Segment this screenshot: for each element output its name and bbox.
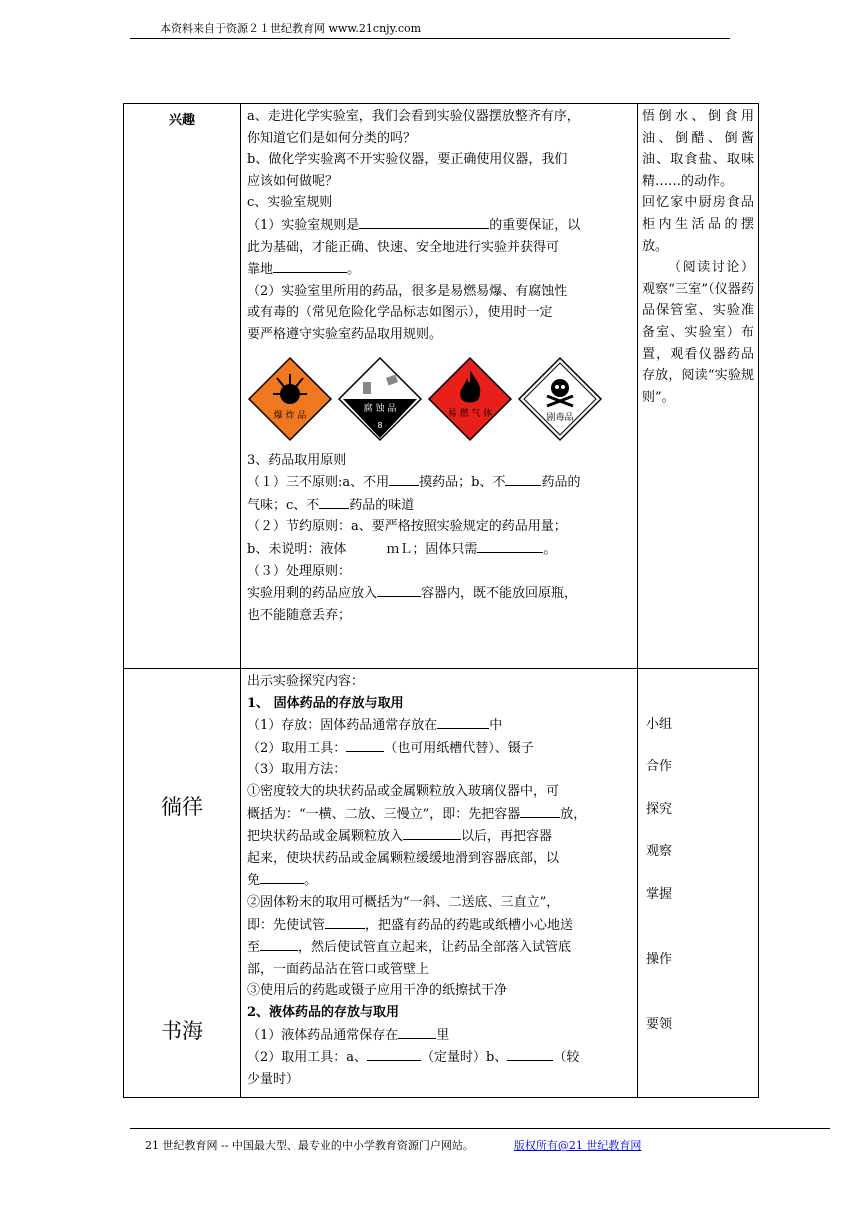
content-cell (241, 104, 638, 669)
explosive-sign-icon (247, 356, 333, 442)
section-heading: 1、 固体药品的存放与取用 (247, 695, 404, 711)
blank (505, 471, 541, 486)
sign-label: 易 燃 气 体 (447, 408, 493, 419)
activity-item: 观察 (646, 844, 673, 860)
text-line: 少量时） (247, 1071, 300, 1087)
copyright-link[interactable]: 版权所有@21 世纪教育网 (513, 1139, 642, 1152)
content-cell (241, 669, 638, 1098)
text-line: 出示实验探究内容： (247, 674, 365, 689)
page-footer (145, 1137, 641, 1153)
text-line: 3、药品取用原则 (247, 452, 347, 468)
lesson-table (123, 103, 759, 1098)
text-line: （1）存放：固体药品通常存放在 中 (247, 714, 631, 737)
text-line: ②固体粉末的取用可概括为“一斜、二送底、三直立”， (247, 894, 560, 910)
blank (260, 869, 304, 884)
footer-divider (130, 1128, 830, 1129)
text-line: 或有毒的（常见危险化学品标志如图示），使用时一定 (247, 305, 553, 321)
table-row (124, 104, 759, 669)
text-line: （３）处理原则： (247, 563, 352, 579)
text-line: （2）取用工具：a、 （定量时）b、 （较 (247, 1046, 631, 1069)
blank (346, 737, 384, 752)
blank (437, 714, 489, 729)
blank (325, 914, 365, 929)
text-line: b、做化学实验离不开实验仪器，要正确使用仪器，我们 (247, 152, 568, 168)
activity-text: 回忆家中厨房食品柜内生活品的摆放。 (642, 195, 754, 254)
text-line: （１）三不原则:a、不用 摸药品；b、不 药品的 (247, 471, 631, 494)
hazard-signs (247, 356, 631, 444)
text-line: 应该如何做呢？ (247, 173, 339, 189)
text-line: 气味；c、不 药品的味道 (247, 494, 631, 517)
blank (477, 538, 543, 553)
blank (367, 1046, 421, 1061)
flammable-gas-sign-icon (427, 356, 513, 442)
text-line: （2）取用工具： （也可用纸槽代替）、镊子 (247, 737, 631, 760)
toxic-sign-icon (517, 356, 603, 442)
text-line: 你知道它们是如何分类的吗？ (247, 130, 417, 146)
activity-item: 操作 (646, 951, 673, 967)
blank (319, 494, 349, 509)
corrosive-sign-icon (337, 356, 423, 442)
text-line: 也不能随意丢弃； (247, 607, 352, 623)
activity-item: 要领 (646, 1016, 673, 1032)
text-line: c、实验室规则 (247, 195, 333, 211)
activity-item: 掌握 (646, 886, 673, 902)
blank (403, 825, 461, 840)
blank (359, 214, 489, 229)
activity-item: 探究 (646, 801, 673, 817)
text-line: 概括为：“一横、二放、三慢立”，即：先把容器 放， (247, 803, 631, 826)
text-line: （2）实验室里所用的药品，很多是易燃易爆、有腐蚀性 (247, 283, 568, 299)
activity-item: 小组 (646, 717, 673, 732)
activity-cell (638, 104, 759, 669)
blank (398, 1024, 436, 1039)
activity-text: 悟倒水、倒食用油、倒醋、倒酱油、取食盐、取味精……的动作。 (642, 109, 754, 189)
header-text: 本资料来自于资源２１世纪教育网 www.21cnjy.com (160, 22, 422, 35)
text-line: ①密度较大的块状药品或金属颗粒放入玻璃仪器中，可 (247, 783, 560, 799)
activity-cell (638, 669, 759, 1098)
section-heading: 2、液体药品的存放与取用 (247, 1004, 400, 1020)
sign-label: 腐 蚀 品 (363, 403, 397, 414)
blank (520, 803, 560, 818)
text-line: （1）实验室规则是 的重要保证，以 (247, 214, 631, 237)
text-line: 把块状药品或金属颗粒放入 以后，再把容器 (247, 825, 631, 848)
activity-text: （阅读讨论）观察“三室”（仪器药品保管室、实验准备室、实验室）布置，观看仪器药品存放，阅读“实验规则”。 (642, 260, 754, 405)
text-line: 要严格遵守实验室药品取用规则。 (247, 326, 443, 342)
stage-label-bookseas: 书海 (161, 1019, 203, 1043)
text-line: （3）取用方法： (247, 762, 347, 778)
text-line: （２）节约原则：a、要严格按照实验规定的药品用量； (247, 519, 567, 535)
activity-item: 合作 (646, 759, 673, 775)
text-line: 实验用剩的药品应放入 容器内，既不能放回原瓶， (247, 582, 631, 605)
stage-cell (124, 104, 241, 669)
text-line: 部，一面药品沾在管口或管壁上 (247, 961, 430, 977)
text-line: 靠地 。 (247, 258, 631, 281)
sign-class-number: 8 (377, 420, 383, 430)
text-line: a、走进化学实验室，我们会看到实验仪器摆放整齐有序， (247, 109, 580, 124)
stage-label-interest: 兴趣 (168, 113, 195, 128)
blank (389, 471, 419, 486)
text-line: 起来，使块状药品或金属颗粒缓缓地滑到容器底部，以 (247, 850, 560, 866)
blank (260, 936, 298, 951)
blank (273, 258, 347, 273)
stage-cell (124, 669, 241, 1098)
text-line: （1）液体药品通常保存在 里 (247, 1024, 631, 1047)
sign-label: 爆 炸 品 (273, 410, 307, 421)
text-line: b、未说明：液体 ｍＬ；固体只需 。 (247, 538, 631, 561)
blank (377, 582, 421, 597)
text-line: 即：先使试管 ，把盛有药品的药匙或纸槽小心地送 (247, 914, 631, 937)
table-row (124, 669, 759, 1098)
text-line: 免 。 (247, 869, 631, 892)
text-line: ③使用后的药匙或镊子应用干净的纸擦拭干净 (247, 983, 508, 999)
page-header (130, 20, 730, 39)
text-line: 此为基础，才能正确、快速、安全地进行实验并获得可 (247, 239, 560, 255)
text-line: 至 ，然后使试管直立起来，让药品全部落入试管底 (247, 936, 631, 959)
stage-label-wander: 徜徉 (161, 795, 203, 819)
blank (507, 1046, 553, 1061)
footer-text: 21 世纪教育网 -- 中国最大型、最专业的中小学教育资源门户网站。 (145, 1139, 474, 1152)
sign-label: 剧毒品 (546, 412, 574, 423)
